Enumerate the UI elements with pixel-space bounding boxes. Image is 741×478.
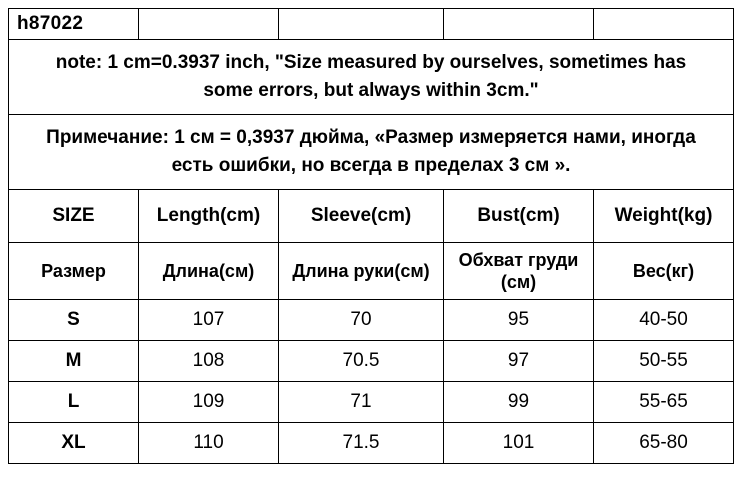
header-weight-ru: Вес(кг) — [594, 243, 734, 300]
blank-cell — [279, 9, 444, 40]
table-row — [9, 423, 734, 464]
cell-bust: 99 — [444, 382, 594, 423]
header-sleeve-en: Sleeve(cm) — [279, 190, 444, 243]
cell-bust: 97 — [444, 341, 594, 382]
table-header-russian — [9, 243, 734, 300]
cell-size: S — [9, 300, 139, 341]
header-length-en: Length(cm) — [139, 190, 279, 243]
header-bust-ru: Обхват груди (см) — [444, 243, 594, 300]
header-size-ru: Размер — [9, 243, 139, 300]
table-row — [9, 382, 734, 423]
header-bust-en: Bust(cm) — [444, 190, 594, 243]
cell-length: 108 — [139, 341, 279, 382]
table-row — [9, 300, 734, 341]
cell-length: 109 — [139, 382, 279, 423]
blank-cell — [594, 9, 734, 40]
cell-sleeve: 70 — [279, 300, 444, 341]
cell-weight: 40-50 — [594, 300, 734, 341]
cell-weight: 55-65 — [594, 382, 734, 423]
cell-bust: 101 — [444, 423, 594, 464]
note-russian: Примечание: 1 см = 0,3937 дюйма, «Размер измеряется нами, иногда есть ошибки, но всегда в пределах 3 см ». — [9, 115, 734, 190]
blank-cell — [444, 9, 594, 40]
table-header-english — [9, 190, 734, 243]
cell-sleeve: 71.5 — [279, 423, 444, 464]
cell-bust: 95 — [444, 300, 594, 341]
table-row — [9, 341, 734, 382]
cell-size: XL — [9, 423, 139, 464]
size-chart-table — [8, 8, 734, 464]
header-size-en: SIZE — [9, 190, 139, 243]
header-length-ru: Длина(см) — [139, 243, 279, 300]
blank-cell — [139, 9, 279, 40]
note-english: note: 1 cm=0.3937 inch, "Size measured by ourselves, sometimes has some errors, but always within 3cm." — [9, 40, 734, 115]
table-row-code — [9, 9, 734, 40]
cell-weight: 50-55 — [594, 341, 734, 382]
cell-size: M — [9, 341, 139, 382]
cell-length: 107 — [139, 300, 279, 341]
table-row-note-en — [9, 40, 734, 115]
cell-length: 110 — [139, 423, 279, 464]
cell-size: L — [9, 382, 139, 423]
cell-sleeve: 70.5 — [279, 341, 444, 382]
table-row-note-ru — [9, 115, 734, 190]
header-weight-en: Weight(kg) — [594, 190, 734, 243]
cell-weight: 65-80 — [594, 423, 734, 464]
cell-sleeve: 71 — [279, 382, 444, 423]
header-sleeve-ru: Длина руки(см) — [279, 243, 444, 300]
product-code: h87022 — [9, 9, 139, 40]
